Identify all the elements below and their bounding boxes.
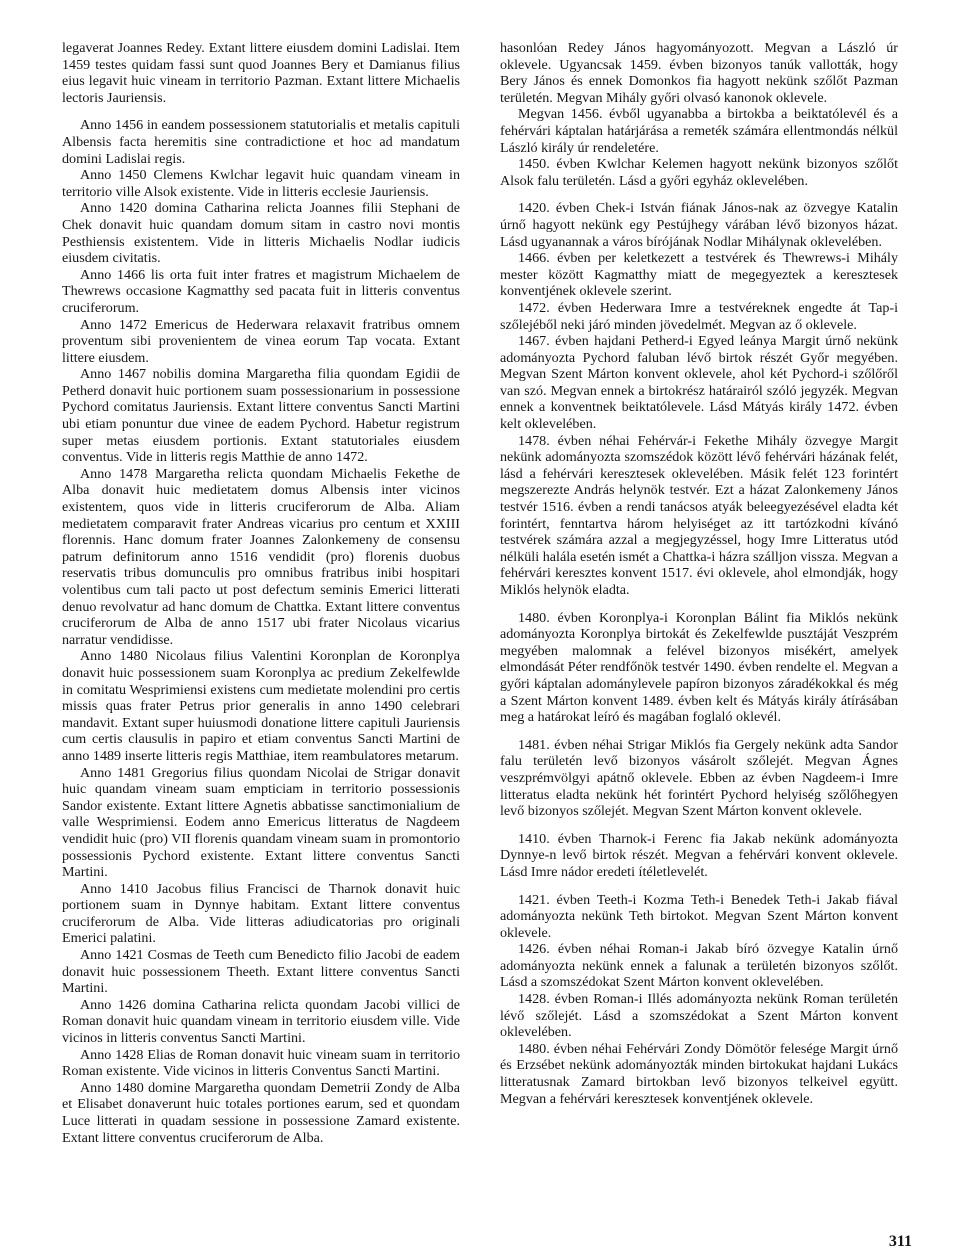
paragraph-hungarian-13: 1426. évben néhai Roman-i Jakab bíró özvegye Katalin úrnő adományozta nekünk ennek a falunak a területén bizonyos szőlőt. Lásd a szomszédokat Szent Márton konvent oklevelében. [500, 941, 898, 991]
paragraph-latin-6: Anno 1472 Emericus de Hederwara relaxavit fratribus omnem proventum sibi provenientem de vinea eorum Tap vocata. Extant littere eiusdem. [62, 316, 460, 366]
paragraph-latin-3: Anno 1450 Clemens Kwlchar legavit huic quandam vineam in territorio ville Alsok existente. Vide in litteris ecclesie Jauriensis. [62, 167, 460, 200]
paragraph-latin-15: Anno 1480 domine Margaretha quondam Demetrii Zondy de Alba et Elisabet donaverunt huic totales portiones earum, sed et quondam Luce litterati in quadam sessione in possessione Zamard existente. Extant littere conventus cruciferorum de Alba. [62, 1079, 460, 1146]
paragraph-latin-13: Anno 1426 domina Catharina relicta quondam Jacobi villici de Roman donavit huic quandam vineam in territorio eiusdem ville. Vide vicinos in litteris conventus Sancti Martini. [62, 996, 460, 1047]
paragraph-latin-7: Anno 1467 nobilis domina Margaretha filia quondam Egidii de Petherd donavit huic portionem suam possessionarium in possessione Pychord comitatus Jauriensis. Extant littere conventus Sancti Martini ubi etiam ponuntur due vinee de eadem Pychord. Habetur registrum super metas eiusdem portionis. Extant statutoriales eiusdem conventus. Vide in litteris regis Matthie de anno 1472. [62, 366, 460, 466]
paragraph-latin-9: Anno 1480 Nicolaus filius Valentini Koronplan de Koronplya donavit huic possessionem suam Koronplya ac predium Zekelfewlde in comitatu Wesprimiensi existens cum medietate molendini pro certis missis quas frater Petrus prior generalis in anno 1490 celebrari mandavit. Extant super huiusmodi donatione littere capituli Jauriensis cum certis clausulis in papiro et etiam conventus Sancti Martini de anno 1489 inserte litteris regis Matthiae, item reambulatores metarum. [62, 648, 460, 764]
paragraph-hungarian-3: 1450. évben Kwlchar Kelemen hagyott nekünk bizonyos szőlőt Alsok falu területén. Lásd a győri egyház oklevelében. [500, 156, 898, 189]
paragraph-hungarian-4: 1420. évben Chek-i István fiának János-nak az özvegye Katalin úrnő hagyott nekünk egy Pestújhegy várában lévő bizonyos házat. Lásd ugyanannak a város bírójának Nodlar Mihálynak oklevelében. [500, 200, 898, 250]
paragraph-latin-12: Anno 1421 Cosmas de Teeth cum Benedicto filio Jacobi de eadem donavit huic possessionem Theeth. Extant littere conventus Sancti Martini. [62, 947, 460, 997]
paragraph-hungarian-1: hasonlóan Redey János hagyományozott. Megvan a László úr oklevele. Ugyancsak 1459. évben bizonyos tanúk vallották, hogy Bery János és ennek Domonkos fia hagyott nekünk szőlőt Pazman területén. Megvan Mihály győri olvasó kanonok oklevele. [500, 40, 898, 106]
paragraph-hungarian-12: 1421. évben Teeth-i Kozma Teth-i Benedek Teth-i Jakab fiával adományozta nekünk Teth birtokot. Megvan Szent Márton konvent oklevele. [500, 891, 898, 941]
paragraph-latin-1: legaverat Joannes Redey. Extant littere eiusdem domini Ladislai. Item 1459 testes quidam fassi sunt quod Joannes Bery et Damianus filius eius legavit huic vineam in territorio Pazman. Extant littere Michaelis lectoris Jauriensis. [62, 40, 460, 106]
paragraph-hungarian-6: 1472. évben Hederwara Imre a testvéreknek engedte át Tap-i szőlejéből neki járó minden jövedelmét. Megvan az ő oklevele. [500, 299, 898, 333]
paragraph-hungarian-10: 1481. évben néhai Strigar Miklós fia Gergely nekünk adta Sandor falu területén levő bizonyos vásárolt szőlejét. Megvan Ágnes veszprémvölgyi apátnő oklevele. Ebben az évben Nagdeem-i Imre litteratus eladta nekünk hét forintért Pychord helyiség szőlőhegyen levő bizonyos szőlejét. Megvan Szent Márton konvent oklevele. [500, 736, 898, 820]
paragraph-latin-4: Anno 1420 domina Catharina relicta Joannes filii Stephani de Chek donavit huic quandam domum sitam in castro novi montis Pesthiensis existentem. Vide in litteris Michaelis Nodlar iudicis eiusdem civitatis. [62, 200, 460, 267]
hungarian-text-column [500, 40, 898, 1107]
paragraph-hungarian-8: 1478. évben néhai Fehérvár-i Fekethe Mihály özvegye Margit nekünk adományozta szomszédok között lévő fehérvári házának felét, lásd a fehérvári keresztesek oklevelében. Másik felét 123 forintért megszerezte András helynök testvér. Ezt a házat Zalonkemeny János testvér 1516. évben a rendi tanácsos atyák beleegyezésével eladta két forintért, fenntartva három helyiséget az itt tartózkodni kívánó testvérek számára azzal a megjegyzéssel, hogy Imre Litteratus utód nélküli halála esetén ismét a Chattka-i házra szálljon vissza. Megvan a fehérvári keresztes konvent 1517. évi oklevele, ahol elmondják, hogy Miklós helynök eladta. [500, 432, 898, 598]
paragraph-latin-14: Anno 1428 Elias de Roman donavit huic vineam suam in territorio Roman existente. Vide vicinos in litteris Conventus Sancti Martini. [62, 1046, 460, 1080]
paragraph-hungarian-9: 1480. évben Koronplya-i Koronplan Bálint fia Miklós nekünk adományozta Koronplya birtokát és Zekelfewlde pusztáját Veszprém megyében malomnak a felével bizonyos misékért, amelyek elmondását Péter rendfőnök testvér 1490. évben rendelte el. Megvan a győri káptalan adománylevele papíron bizonyos záradékokkal és még a Szent Márton konvent 1489. évben kelt és Mátyás király átírásában meg a határokat leíró és magában foglaló oklevél. [500, 609, 898, 726]
paragraph-hungarian-5: 1466. évben per keletkezett a testvérek és Thewrews-i Mihály mester között Kagmatthy miatt de megegyeztek a keresztesek konventjének oklevele szerint. [500, 250, 898, 300]
paragraph-latin-10: Anno 1481 Gregorius filius quondam Nicolai de Strigar donavit huic quandam vineam suam empticiam in territorio possessionis Sandor existente. Extant littere Agnetis abbatisse sanctimonialium de valle Wesprimiensi. Eodem anno Emericus litteratus de Nagdeem vendidit huic (pro) VII florenis quandam vineam suam in promontorio possessionis Pychord existente. Extant littere conventus Sancti Martini. [62, 764, 460, 881]
latin-text-column [62, 40, 460, 1146]
paragraph-latin-8: Anno 1478 Margaretha relicta quondam Michaelis Fekethe de Alba donavit huic medietatem domus Albensis inter vicinos existentem, quos vide in litteris cruciferorum de Alba. Aliam medietatem comparavit frater Andreas vicarius pro centum et XXIII florennis. Hanc domum frater Joannes Zalonkemeny de consensu patrum definitorum anno 1516 vendidit (pro) florenis duobus reservatis tribus domunculis pro omnibus fratribus inibi hospitari volentibus cum tali pacto ut post defectum seminis Emerici litterati denuo revolvatur ad hanc domum de Chattka. Extant littere conventus cruciferorum de Alba de anno 1517 ubi frater Nicolaus vicarius narratur vendidisse. [62, 465, 460, 648]
paragraph-latin-2: Anno 1456 in eandem possessionem statutorialis et metalis capituli Albensis facta heremitis sine contradictione et hoc ad mandatum domini Ladislai regis. [62, 117, 460, 167]
paragraph-hungarian-11: 1410. évben Tharnok-i Ferenc fia Jakab nekünk adományozta Dynnye-n levő birtok részét. Megvan a fehérvári konvent oklevele. Lásd Imre nádor eredeti ítéletlevelét. [500, 830, 898, 880]
paragraph-hungarian-14: 1428. évben Roman-i Illés adományozta nekünk Roman területén lévő szőlejét. Lásd a szomszédokat a Szent Márton konvent oklevelében. [500, 991, 898, 1041]
paragraph-hungarian-7: 1467. évben hajdani Petherd-i Egyed leánya Margit úrnő nekünk adományozta Pychord faluban lévő birtok részét Győr megyében. Megvan Szent Márton konvent oklevele, ahol két Pychord-i szőlőről van szó. Megvan ennek a birtokrész határairól szóló jegyzék. Megvan ennek a konventnek beiktatólevele. Lásd Mátyás király 1472. évben kelt oklevelében. [500, 333, 898, 433]
paragraph-latin-5: Anno 1466 lis orta fuit inter fratres et magistrum Michaelem de Thewrews occasione Kagmatthy sed pacata fuit in litteris conventus cruciferorum. [62, 266, 460, 316]
paragraph-latin-11: Anno 1410 Jacobus filius Francisci de Tharnok donavit huic portionem suam in Dynnye habitam. Extant littere conventus cruciferorum de Alba. Vide litteras adiudicatorias pro originali Emerici palatini. [62, 880, 460, 947]
page-number: 311 [888, 1233, 912, 1250]
paragraph-hungarian-2: Megvan 1456. évből ugyanabba a birtokba a beiktatólevél és a fehérvári káptalan határjárása a remeték számára ellentmondás nélkül László király úr rendeletére. [500, 106, 898, 156]
paragraph-hungarian-15: 1480. évben néhai Fehérvári Zondy Dömötör felesége Margit úrnő és Erzsébet nekünk adományozták minden birtokukat hajdani Lukács litteratusnak Zamard birtokban levő bizonyos telkeivel együtt. Megvan a fehérvári keresztesek konventjének oklevele. [500, 1040, 898, 1107]
